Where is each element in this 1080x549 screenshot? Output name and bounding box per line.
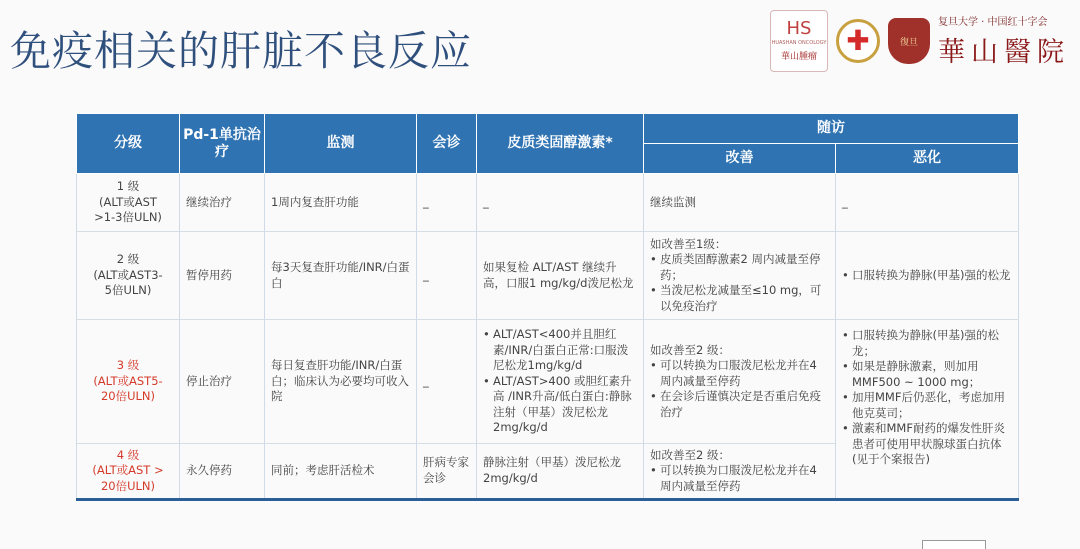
grade-cell: 1 级 (ALT或AST >1-3倍ULN) [77,174,180,232]
steroid-cell: 静脉注射（甲基）泼尼松龙2mg/kg/d [477,444,644,500]
list-item: • 如果是静脉激素，则加用MMF500 ~ 1000 mg； [842,359,1012,390]
header-pd1: Pd-1单抗治疗 [180,114,265,174]
consult-cell: 肝病专家会诊 [417,444,477,500]
table-row [77,232,1019,320]
list-item: • 当泼尼松龙减量至≤10 mg，可以免疫治疗 [650,283,829,314]
list-item: • 口服转换为静脉(甲基)强的松龙； [842,328,1012,359]
hospital-name-logo: 复旦大学 · 中国红十字会 華山醫院 [938,17,1070,68]
page-title: 免疫相关的肝脏不良反应 [10,27,472,75]
improve-cell: 如改善至1级： • 皮质类固醇激素2 周内减量至停药； • 当泼尼松龙减量至≤10 mg，可以免疫治疗 [644,232,836,320]
improve-list [650,358,829,420]
monitor-cell: 每3天复查肝功能/INR/白蛋白 [265,232,417,320]
list-item: • 口服转换为静脉(甲基)强的松龙 [842,268,1012,284]
grade-cell: 3 级 (ALT或AST5- 20倍ULN) [77,320,180,444]
worsen-cell [836,320,1019,500]
slide-thumbnail [922,540,986,549]
header-monitor: 监测 [265,114,417,174]
list-item: • 激素和MMF耐药的爆发性肝炎患者可使用甲状腺球蛋白抗体(见于个案报告) [842,421,1012,468]
steroid-list [483,327,637,436]
grade-cell: 4 级 (ALT或AST > 20倍ULN) [77,444,180,500]
pd1-cell: 继续治疗 [180,174,265,232]
worsen-cell [836,232,1019,320]
table-row [77,320,1019,444]
grade-cell: 2 级 (ALT或AST3- 5倍ULN) [77,232,180,320]
pd1-cell: 永久停药 [180,444,265,500]
pd1-cell: 停止治疗 [180,320,265,444]
pd1-cell: 暂停用药 [180,232,265,320]
improve-cell: 如改善至2 级： • 可以转换为口服泼尼松龙并在4 周内减量至停药 • 在会诊后谨慎决定是否重启免疫治疗 [644,320,836,444]
header-grade: 分级 [77,114,180,174]
list-item: • ALT/AST>400 或胆红素升高 /INR升高/低白蛋白:静脉注射（甲基）泼尼松龙2mg/kg/d [483,374,637,436]
improve-cell: 如改善至2 级： • 可以转换为口服泼尼松龙并在4 周内减量至停药 [644,444,836,500]
list-item: • ALT/AST<400并且胆红素/INR/白蛋白正常:口服泼尼松龙1mg/kg/d [483,327,637,374]
improve-list [650,252,829,314]
list-item: • 皮质类固醇激素2 周内减量至停药； [650,252,829,283]
red-cross-icon: ✚ [846,24,870,57]
header-followup: 随访 [644,114,1019,144]
header-steroid: 皮质类固醇激素* [477,114,644,174]
monitor-cell: 1周内复查肝功能 [265,174,417,232]
steroid-cell: 如果复检 ALT/AST 继续升高，口服1 mg/kg/d泼尼松龙 [477,232,644,320]
steroid-cell [477,320,644,444]
improve-cell: 继续监测 [644,174,836,232]
list-item: • 可以转换为口服泼尼松龙并在4 周内减量至停药 [650,463,829,494]
monitor-cell: 同前；考虑肝活检术 [265,444,417,500]
worsen-list [842,268,1012,284]
header-improve: 改善 [644,144,836,174]
logo-group [770,10,1070,72]
worsen-cell: _ [836,174,1019,232]
consult-cell: _ [417,232,477,320]
steroid-cell: _ [477,174,644,232]
improve-list [650,463,829,494]
huashan-oncology-logo: HS HUASHAN ONCOLOGY 華山腫瘤 [770,10,828,72]
list-item: • 可以转换为口服泼尼松龙并在4 周内减量至停药 [650,358,829,389]
liver-adverse-reaction-table [76,113,1019,501]
consult-cell: _ [417,174,477,232]
consult-cell: _ [417,320,477,444]
header-worsen: 恶化 [836,144,1019,174]
table-row [77,174,1019,232]
red-cross-logo [836,19,880,63]
fudan-seal-logo: 復旦 [888,18,930,64]
list-item: • 加用MMF后仍恶化，考虑加用他克莫司； [842,390,1012,421]
list-item: • 在会诊后谨慎决定是否重启免疫治疗 [650,389,829,420]
worsen-list [842,328,1012,468]
header-consult: 会诊 [417,114,477,174]
monitor-cell: 每日复查肝功能/INR/白蛋白；临床认为必要均可收入院 [265,320,417,444]
